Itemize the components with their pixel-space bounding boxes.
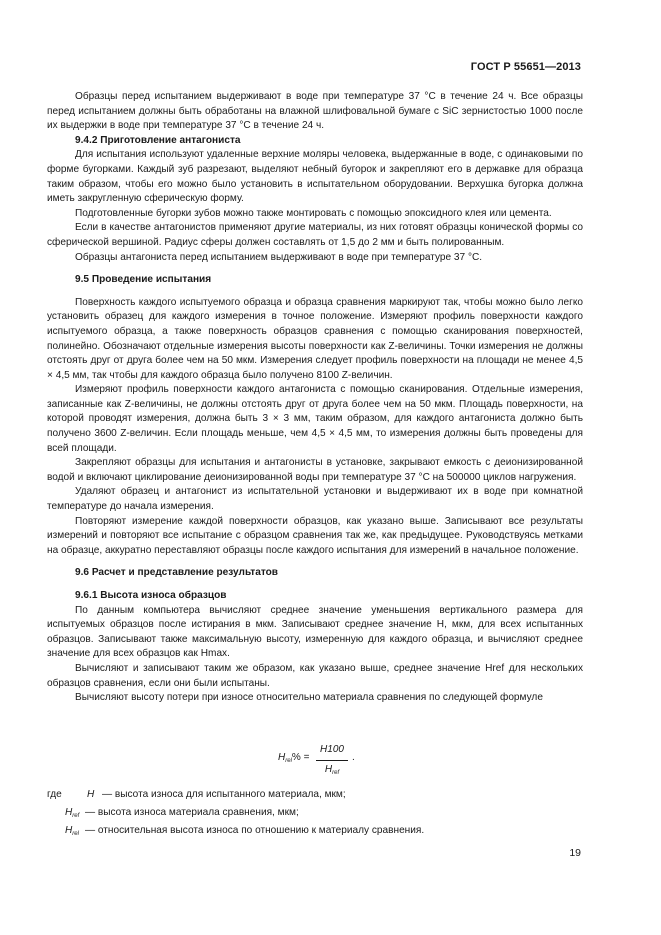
legend-text: — высота износа материала сравнения, мкм; xyxy=(85,807,299,818)
legend-text: — высота износа для испытанного материала, мкм; xyxy=(102,789,346,800)
paragraph: Вычисляют высоту потери при износе относительно материала сравнения по следующей формуле xyxy=(75,692,543,704)
formula-trailing: . xyxy=(352,752,355,763)
legend-symbol: H xyxy=(87,789,95,800)
paragraph: По данным компьютера вычисляют среднее значение уменьшения вертикального размера для испытуемых образцов после истирания в мкм. Записывают среднее значение H, мкм, для всех испытанных образцов. Записывают также максимальную высоту, измеренную для каждого образца, и вычисляют среднее значение для всех образцов как Hmax. xyxy=(47,604,583,660)
document-body xyxy=(47,90,583,706)
section-heading-9-6: 9.6 Расчет и представление результатов xyxy=(75,567,278,579)
formula-lhs: $H_{rel}\%$ = xyxy=(278,752,310,764)
legend-row xyxy=(47,806,567,824)
legend-where: где xyxy=(47,789,62,800)
page-number: 19 xyxy=(569,847,581,859)
formula-numerator: H100 xyxy=(316,743,348,761)
formula-fraction xyxy=(316,743,348,780)
paragraph: Удаляют образец и антагонист из испытательной установки и выдерживают их в воде при комнатной температуре до начала измерения. xyxy=(47,486,583,513)
paragraph: Если в качестве антагонистов применяют другие материалы, из них готовят образцы конической формы со сферической вершиной. Радиус сферы должен составлять от 1,5 до 2 мм и быть полированным. xyxy=(47,222,583,248)
section-heading-9-6-1: 9.6.1 Высота износа образцов xyxy=(75,590,227,601)
legend-row xyxy=(47,824,567,842)
section-heading-9-4-2: 9.4.2 Приготовление антагониста xyxy=(75,134,241,146)
section-heading-9-5: 9.5 Проведение испытания xyxy=(75,274,212,286)
legend-symbol: $H_{rel}$ xyxy=(65,825,79,837)
legend-symbol: $H_{ref}$ xyxy=(65,807,80,819)
paragraph: Поверхность каждого испытуемого образца и образца сравнения маркируют так, чтобы можно было легко установить образец для каждого измерения в точное положение. Измеряют профиль поверхности каждого испытуемого образца, а также поверхность образцов сравнения с помощью сканирования поверхностей, полинейно. Обозначают отдельные измерения высоты поверхности как Z-величины. Точки измерения не должны отстоять друг от друга более чем на 50 мкм. Измерения следует профиль поверхности на площади не менее 4,5 × 4,5 мм, так чтобы для каждого образца было получено 8100 Z-величин. xyxy=(47,296,583,381)
paragraph: Закрепляют образцы для испытания и антагонисты в установке, закрывают емкость с деионизированной водой и включают циклирование деионизированной воды при температуре 37 °С на 500000 циклов нагружения. xyxy=(47,457,583,483)
paragraph: Измеряют профиль поверхности каждого антагониста с помощью сканирования. Отдельные измерения, записанные как Z-величины, не должны отстоять друг от друга более чем на 50 мкм. Площадь поверхности, на которой проводят измерения, должна быть 3 × 3 мм, таким образом, для каждого антагониста должно быть получено 3600 Z-величин. Если площадь меньше, чем 4,5 × 4,5 мм, то измерения должны быть проведены для всей площади. xyxy=(47,384,583,454)
paragraph: Повторяют измерение каждой поверхности образцов, как указано выше. Записывают все результаты измерений и повторяют все испытание с образцом сравнения так же, как предыдущее. Руководствуясь метками на образце, аккуратно переставляют образцы после каждого испытания для измерений в начальное положение. xyxy=(47,515,583,556)
paragraph: Подготовленные бугорки зубов можно также монтировать с помощью эпоксидного клея или цемента. xyxy=(75,207,552,219)
standard-designation: ГОСТ Р 55651—2013 xyxy=(470,61,581,73)
paragraph: Вычисляют и записывают таким же образом, как указано выше, среднее значение Href для нескольких образцов сравнения, если они были испытаны. xyxy=(47,662,583,689)
paragraph: Образцы перед испытанием выдерживают в воде при температуре 37 °С в течение 24 ч. Все образцы перед испытанием должны быть обработаны на влажной шлифовальной бумаге с SiC зернистостью 1000 после их выдержки в воде при температуре 37 °С в течение 24 ч. xyxy=(47,91,583,132)
paragraph: Для испытания используют удаленные верхние моляры человека, выдержанные в воде, с одинаковыми по форме бугорками. Каждый зуб разрезают, выделяют небный бугорок и закрепляют его в державке для образца таким образом, чтобы его можно было установить в испытательном оборудовании. Верхушка бугорка должна иметь закругленную сферическую форму. xyxy=(47,149,583,205)
paragraph: Образцы антагониста перед испытанием выдерживают в воде при температуре 37 °С. xyxy=(75,251,483,263)
formula-denominator: $H_{ref}$ xyxy=(324,763,340,776)
relative-wear-formula xyxy=(278,741,398,775)
formula-legend xyxy=(47,788,567,842)
legend-text: — относительная высота износа по отношению к материалу сравнения. xyxy=(85,825,425,836)
legend-row xyxy=(47,788,567,806)
